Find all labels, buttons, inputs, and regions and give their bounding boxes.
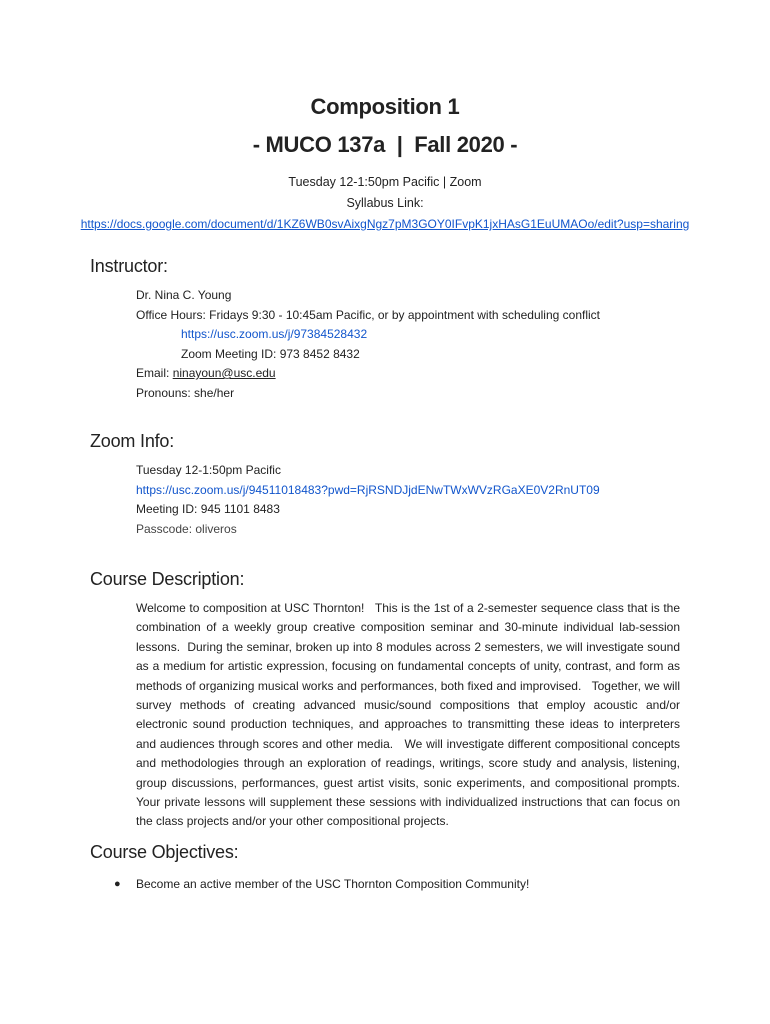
- zoom-info-section: [90, 429, 690, 539]
- office-hours-zoom-link[interactable]: https://usc.zoom.us/j/97384528432: [181, 327, 368, 341]
- zoom-time: Tuesday 12-1:50pm Pacific: [136, 463, 281, 477]
- course-description-section: [90, 567, 690, 832]
- instructor-heading: Instructor:: [90, 256, 168, 276]
- document-subtitle: - MUCO 137a | Fall 2020 -: [252, 132, 518, 157]
- course-objectives-section: [90, 840, 690, 894]
- office-hours: Office Hours: Fridays 9:30 - 10:45am Pacific, or by appointment with scheduling conflict: [136, 307, 600, 322]
- zoom-passcode: Passcode: oliveros: [136, 521, 237, 536]
- syllabus-label: Syllabus Link:: [346, 196, 424, 210]
- instructor-section: [90, 254, 690, 403]
- bullet-icon: ●: [114, 878, 121, 890]
- course-objectives-heading: Course Objectives:: [90, 842, 239, 862]
- course-description-text: Welcome to composition at USC Thornton! This is the 1st of a 2-semester sequence class that is the combination of a weekly group creative composition seminar and 30-minute individual lab-session lessons. During the seminar, broken up into 8 modules across 2 semesters, we will investigate sound as a medium for artistic expression, focusing on fundamental concepts of unity, contrast, and form as methods of organizing musical works and performances, both fixed and improvised. Together, we will survey methods of creating advanced music/sound compositions that employ acoustic and/or electronic sound production techniques, and approaches to transmitting these ideas to interpreters and audiences through scores and other media. We will investigate different compositional concepts and methodologies through an exploration of readings, writings, score study and analysis, listening, group discussions, performances, guest artist visits, sonic experiments, and compositional prompts. Your private lessons will supplement these sessions with individualized instructions that can focus on the class projects and/or your other compositional projects.: [136, 601, 684, 829]
- email-label: Email:: [136, 366, 173, 380]
- email-line: [136, 364, 690, 384]
- zoom-meeting-id: Meeting ID: 945 1101 8483: [136, 502, 280, 516]
- course-meta: [0, 172, 770, 235]
- class-zoom-link[interactable]: https://usc.zoom.us/j/94511018483?pwd=RjRSNDJjdENwTWxWVzRGaXE0V2RnUT09: [136, 482, 600, 497]
- course-description-heading: Course Description:: [90, 569, 245, 589]
- document-title: Composition 1: [310, 94, 460, 119]
- instructor-details: [136, 286, 690, 403]
- syllabus-link[interactable]: https://docs.google.com/document/d/1KZ6WB0svAixgNgz7pM3GOY0IFvpK1jxHAsG1EuUMAOo/edit?usp=sharing: [80, 217, 690, 231]
- office-hours-meeting-id: Zoom Meeting ID: 973 8452 8432: [181, 346, 360, 361]
- list-item: [90, 874, 690, 894]
- class-schedule: Tuesday 12-1:50pm Pacific | Zoom: [288, 175, 482, 189]
- pronouns: Pronouns: she/her: [136, 385, 235, 400]
- title-block: [0, 92, 770, 235]
- email-link[interactable]: ninayoun@usc.edu: [172, 366, 276, 380]
- objectives-list: [90, 874, 690, 894]
- objective-text: Become an active member of the USC Thornton Composition Community!: [136, 877, 530, 891]
- zoom-info-details: [136, 461, 690, 539]
- instructor-name: Dr. Nina C. Young: [136, 288, 232, 302]
- zoom-info-heading: Zoom Info:: [90, 431, 175, 451]
